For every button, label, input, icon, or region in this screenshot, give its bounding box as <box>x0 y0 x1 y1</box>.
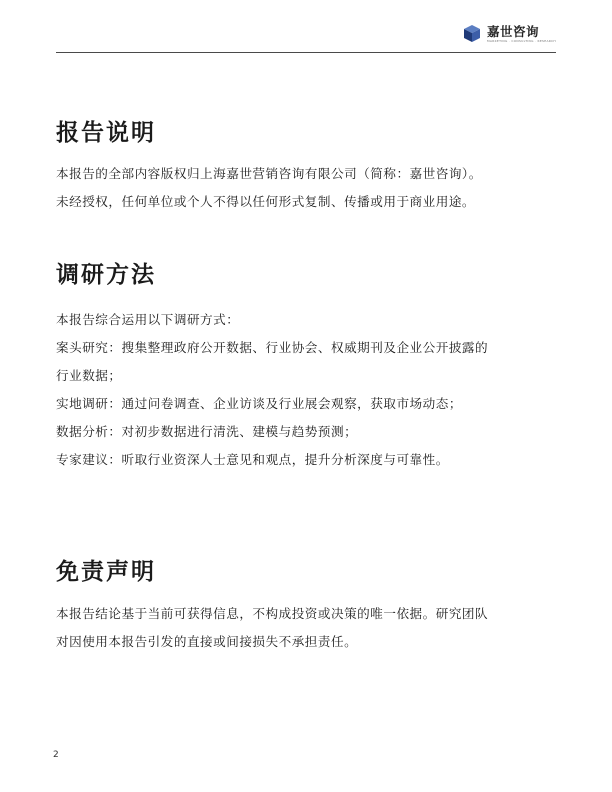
cube-logo-icon <box>462 24 482 43</box>
brand-name: 嘉世咨询 <box>487 24 540 39</box>
text-line: 实地调研：通过问卷调查、企业访谈及行业展会观察，获取市场动态； <box>56 396 462 411</box>
text-line: 本报告的全部内容版权归上海嘉世营销咨询有限公司（简称：嘉世咨询）。 <box>56 166 482 181</box>
text-line: 数据分析：对初步数据进行清洗、建模与趋势预测； <box>56 424 358 439</box>
text-line: 未经授权，任何单位或个人不得以任何形式复制、传播或用于商业用途。 <box>56 194 475 209</box>
section-title-research-methods: 调研方法 <box>56 261 156 288</box>
brand-subtitle: MARKETING · CONSULTING · RESEARCH <box>487 39 556 43</box>
section-body-report-notes <box>56 160 561 216</box>
section-title-report-notes: 报告说明 <box>56 119 156 146</box>
page-number: 2 <box>53 750 59 760</box>
page-header <box>56 14 556 53</box>
section-title-disclaimer: 免责声明 <box>56 558 156 585</box>
text-line: 本报告结论基于当前可获得信息，不构成投资或决策的唯一依据。研究团队 <box>56 606 489 621</box>
text-line: 案头研究：搜集整理政府公开数据、行业协会、权威期刊及企业公开披露的 <box>56 340 489 355</box>
text-line: 行业数据； <box>56 368 122 383</box>
text-line: 专家建议：听取行业资深人士意见和观点，提升分析深度与可靠性。 <box>56 452 449 467</box>
brand-logo <box>462 24 556 43</box>
section-body-disclaimer <box>56 600 561 656</box>
section-body-research-methods <box>56 306 561 474</box>
text-line: 对因使用本报告引发的直接或间接损失不承担责任。 <box>56 634 358 649</box>
text-line: 本报告综合运用以下调研方式： <box>56 312 240 327</box>
